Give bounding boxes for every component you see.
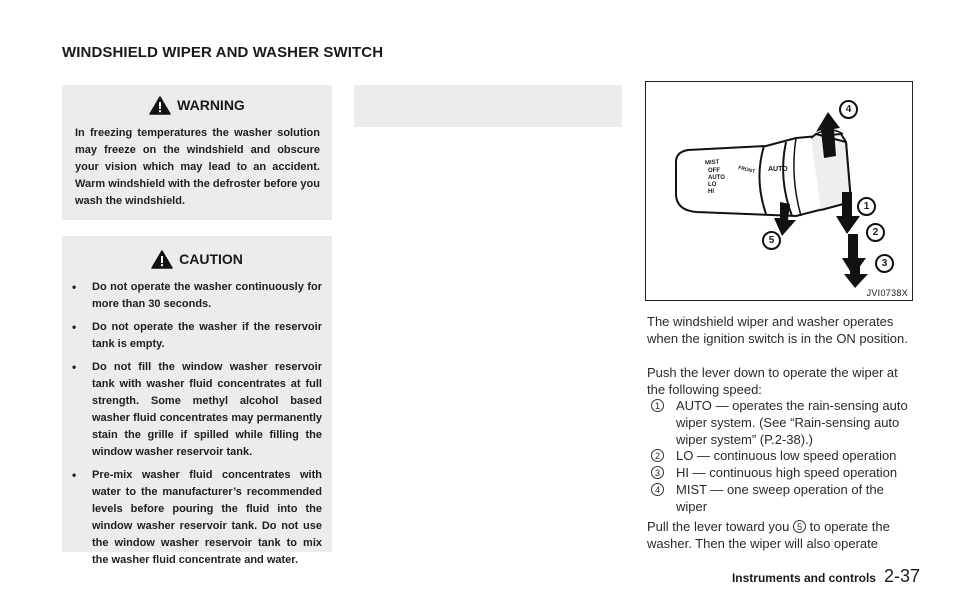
arrow-down-1-icon — [836, 192, 862, 234]
section-title: WINDSHIELD WIPER AND WASHER SWITCH — [62, 44, 384, 61]
step-text: MIST — one sweep operation of the wiper — [676, 482, 884, 514]
step-text: LO — continuous low speed operation — [676, 448, 897, 463]
step-lo — [651, 447, 913, 464]
pull-paragraph — [647, 518, 913, 552]
lever-label-off: OFF — [708, 168, 720, 174]
caution-box — [62, 236, 332, 566]
arrow-down-3-icon — [844, 262, 870, 288]
arrow-toward-icon — [772, 202, 798, 236]
warning-heading: WARNING — [177, 97, 245, 113]
callout-1: 1 — [857, 197, 876, 216]
bullet: • — [72, 280, 77, 294]
caution-item — [71, 359, 322, 461]
bullet: • — [72, 468, 77, 482]
pull-callout-number: 5 — [793, 520, 806, 533]
step-number: 4 — [651, 483, 664, 496]
caution-icon — [151, 250, 173, 269]
wiper-switch-figure — [645, 81, 913, 301]
lever-label-hi: HI — [708, 189, 714, 195]
bullet: • — [72, 360, 77, 374]
warning-text: In freezing temperatures the washer solution may freeze on the windshield and obscure your vision which may lead to an accident. Warm windshield with the defroster before you wash the windshield. — [75, 127, 320, 207]
caution-item-text: Do not fill the window washer reservoir tank with washer fluid concentrates at full strength. Some methyl alcohol based washer fluid concentrates may permanently stain the grille if spilled while filling the window washer reservoir tank. — [92, 361, 322, 458]
figure-code: JVI0738X — [866, 288, 908, 298]
warning-box — [62, 85, 332, 220]
step-number: 3 — [651, 466, 664, 479]
ring-label-auto: AUTO — [768, 166, 788, 173]
step-number: 1 — [651, 399, 664, 412]
warning-header — [62, 85, 332, 125]
step-text: HI — continuous high speed operation — [676, 465, 898, 480]
warning-icon — [149, 96, 171, 115]
callout-5: 5 — [762, 231, 781, 250]
pull-text-before: Pull the lever toward you — [647, 519, 790, 534]
caution-list — [62, 279, 332, 569]
lever-label-lo: LO — [708, 182, 717, 188]
caution-item-text: Do not operate the washer if the reservoir tank is empty. — [92, 321, 322, 350]
pull-text-after: to operate the washer. Then the wiper will also operate — [647, 519, 890, 551]
arrow-up-icon — [816, 112, 846, 160]
push-paragraph: Push the lever down to operate the wiper at the following speed: — [647, 365, 898, 397]
lever-label-mist: MIST — [704, 159, 720, 167]
caution-item-text: Pre-mix washer fluid concentrates with water to the manufacturer’s recommended levels before pouring the fluid into the window washer reservoir tank. Do not use the window washer reservoir tank to mix the washer fluid concentrate and water. — [92, 469, 322, 566]
wiper-lever-illustration — [646, 82, 912, 300]
caution-continuation-box — [354, 85, 622, 127]
step-mist — [651, 481, 913, 515]
bullet: • — [72, 320, 77, 334]
step-text: AUTO — operates the rain-sensing auto wiper system. (See “Rain-sensing auto wiper system” (P.2-38).) — [676, 398, 908, 447]
ring-label-front: FRONT — [737, 165, 756, 175]
callout-2: 2 — [866, 223, 885, 242]
lever-label-auto: AUTO — [708, 175, 725, 181]
footer-section-label: Instruments and controls — [731, 571, 876, 585]
caution-heading: CAUTION — [179, 251, 243, 267]
page-number: 2-37 — [883, 566, 920, 586]
step-number: 2 — [651, 449, 664, 462]
callout-4: 4 — [839, 100, 858, 119]
callout-3: 3 — [875, 254, 894, 273]
caution-item — [71, 279, 322, 313]
intro-paragraph: The windshield wiper and washer operates when the ignition switch is in the ON position. — [647, 314, 908, 346]
caution-item-text: Do not operate the washer continuously for more than 30 seconds. — [92, 281, 322, 310]
caution-header — [62, 236, 332, 282]
step-hi — [651, 464, 913, 481]
caution-item — [71, 467, 322, 569]
caution-item — [71, 319, 322, 353]
step-auto — [651, 397, 913, 448]
page-footer — [732, 566, 920, 587]
